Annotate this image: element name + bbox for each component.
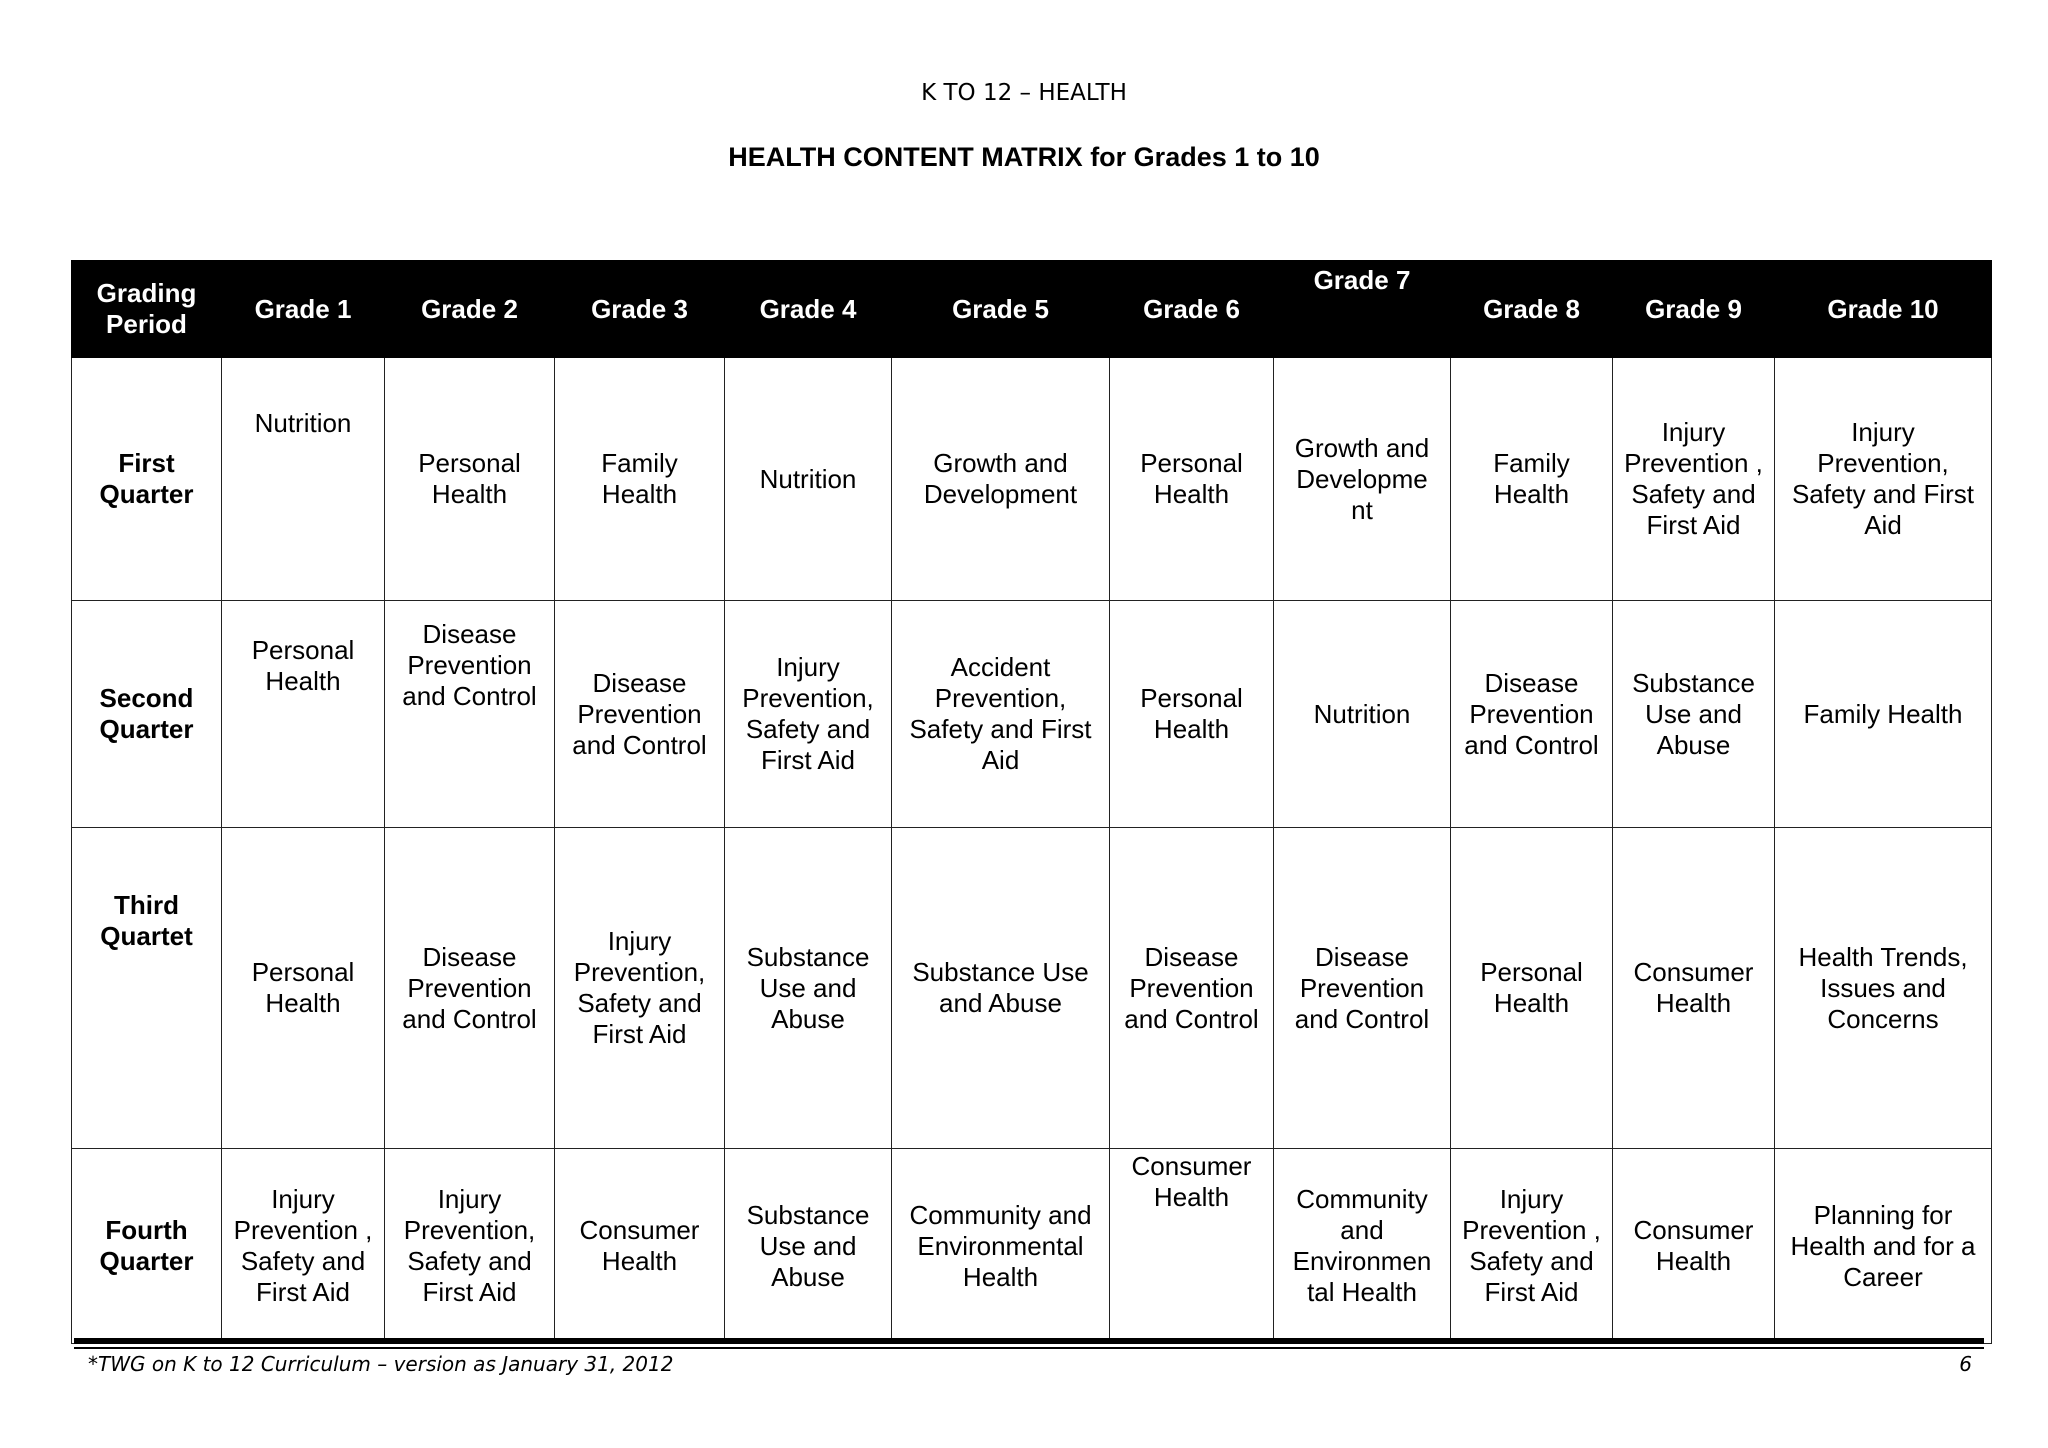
table-cell: Nutrition — [222, 358, 385, 601]
column-header: Grading Period — [72, 261, 222, 358]
table-cell: Injury Prevention , Safety and First Aid — [222, 1149, 385, 1344]
column-header: Grade 8 — [1451, 261, 1613, 358]
table-cell: Injury Prevention , Safety and First Aid — [1451, 1149, 1613, 1344]
column-header: Grade 2 — [385, 261, 555, 358]
column-header: Grade 7 — [1274, 261, 1451, 358]
table-row — [72, 1149, 1992, 1344]
column-header: Grade 1 — [222, 261, 385, 358]
row-header: Third Quartet — [72, 828, 222, 1149]
header-row — [72, 261, 1992, 358]
table-cell: Personal Health — [1110, 601, 1274, 828]
table-cell: Substance Use and Abuse — [892, 828, 1110, 1149]
table-cell: Disease Prevention and Control — [1274, 828, 1451, 1149]
footer-divider — [74, 1338, 1984, 1344]
table-cell: Planning for Health and for a Career — [1775, 1149, 1992, 1344]
column-header: Grade 10 — [1775, 261, 1992, 358]
table-cell: Growth and Developme nt — [1274, 358, 1451, 601]
column-header: Grade 3 — [555, 261, 725, 358]
table-cell: Injury Prevention, Safety and First Aid — [385, 1149, 555, 1344]
table-cell: Health Trends, Issues and Concerns — [1775, 828, 1992, 1149]
table-cell: Family Health — [1451, 358, 1613, 601]
table-cell: Personal Health — [222, 601, 385, 828]
table-row — [72, 358, 1992, 601]
footer-divider — [74, 1347, 1984, 1349]
table-cell: Nutrition — [725, 358, 892, 601]
table-cell: Consumer Health — [1613, 1149, 1775, 1344]
table-cell: Community and Environmen tal Health — [1274, 1149, 1451, 1344]
table-cell: Family Health — [1775, 601, 1992, 828]
table-row — [72, 828, 1992, 1149]
page-number: 6 — [1959, 1352, 1972, 1376]
table-cell: Personal Health — [1110, 358, 1274, 601]
column-header: Grade 5 — [892, 261, 1110, 358]
table-cell: Disease Prevention and Control — [1451, 601, 1613, 828]
column-header: Grade 9 — [1613, 261, 1775, 358]
table-cell: Injury Prevention, Safety and First Aid — [1775, 358, 1992, 601]
table-cell: Disease Prevention and Control — [1110, 828, 1274, 1149]
row-header: Second Quarter — [72, 601, 222, 828]
table-cell: Disease Prevention and Control — [385, 601, 555, 828]
table-cell: Growth and Development — [892, 358, 1110, 601]
table-cell: Accident Prevention, Safety and First Aid — [892, 601, 1110, 828]
matrix-title: HEALTH CONTENT MATRIX for Grades 1 to 10 — [728, 142, 1320, 172]
footer-note: *TWG on K to 12 Curriculum – version as January 31, 2012 — [88, 1352, 674, 1376]
table-cell: Consumer Health — [1110, 1149, 1274, 1344]
table-cell: Family Health — [555, 358, 725, 601]
row-header: First Quarter — [72, 358, 222, 601]
health-content-matrix — [71, 260, 1992, 1344]
table-row — [72, 601, 1992, 828]
table-cell: Consumer Health — [1613, 828, 1775, 1149]
table-cell: Disease Prevention and Control — [385, 828, 555, 1149]
table-cell: Community and Environmental Health — [892, 1149, 1110, 1344]
table-cell: Substance Use and Abuse — [725, 1149, 892, 1344]
table-cell: Disease Prevention and Control — [555, 601, 725, 828]
column-header: Grade 6 — [1110, 261, 1274, 358]
table-cell: Injury Prevention , Safety and First Aid — [1613, 358, 1775, 601]
document-top-title: K TO 12 – HEALTH — [921, 80, 1127, 106]
table-cell: Personal Health — [1451, 828, 1613, 1149]
table-cell: Substance Use and Abuse — [1613, 601, 1775, 828]
table-cell: Nutrition — [1274, 601, 1451, 828]
table-cell: Injury Prevention, Safety and First Aid — [725, 601, 892, 828]
row-header: Fourth Quarter — [72, 1149, 222, 1344]
table-cell: Personal Health — [385, 358, 555, 601]
table-cell: Personal Health — [222, 828, 385, 1149]
table-cell: Injury Prevention, Safety and First Aid — [555, 828, 725, 1149]
table-cell: Consumer Health — [555, 1149, 725, 1344]
table-cell: Substance Use and Abuse — [725, 828, 892, 1149]
column-header: Grade 4 — [725, 261, 892, 358]
